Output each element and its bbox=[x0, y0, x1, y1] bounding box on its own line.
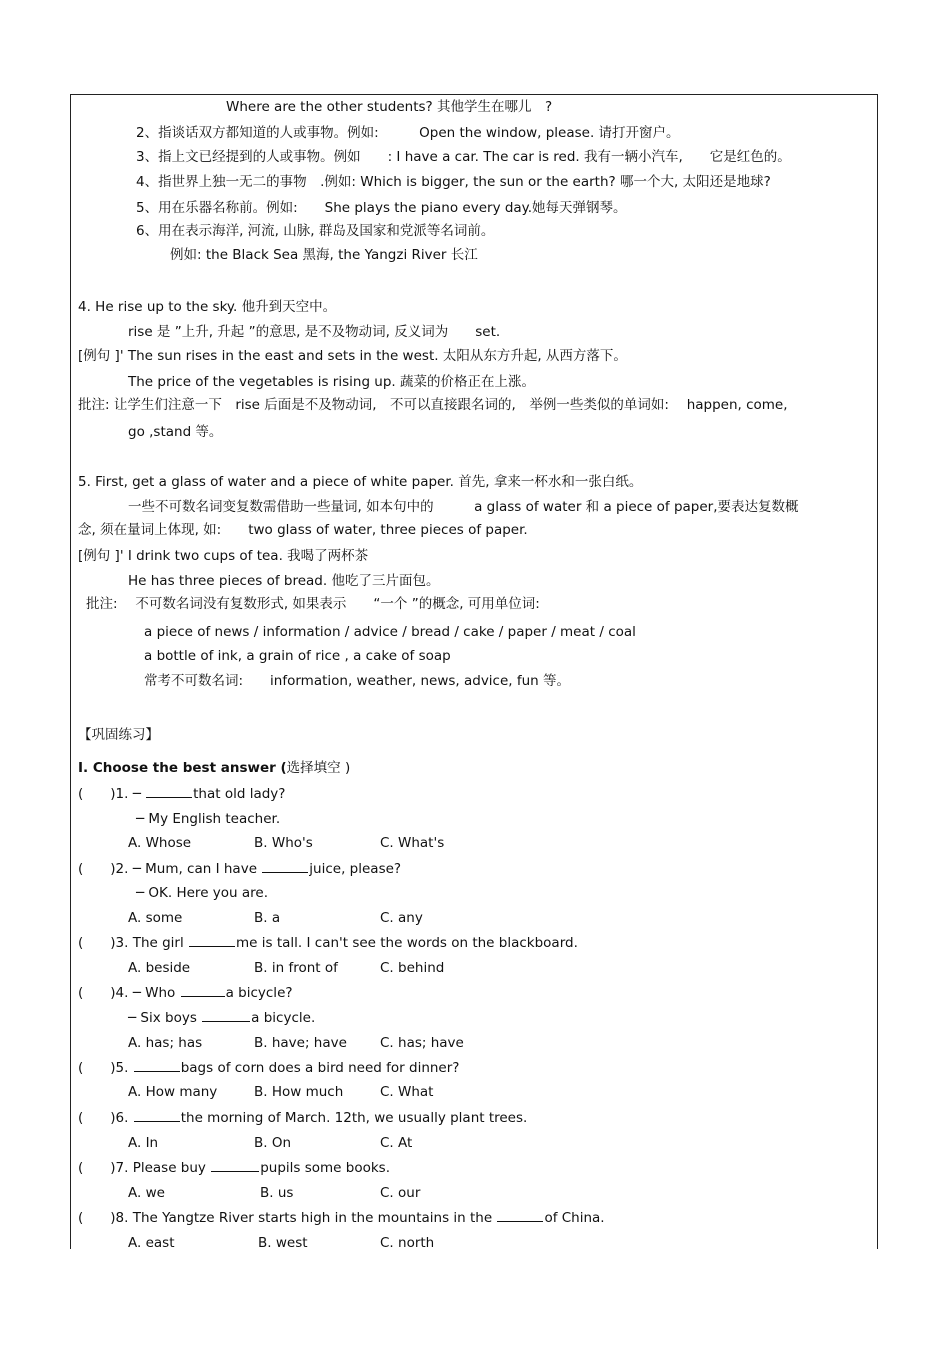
grammar-item-3: 3、指上文已经提到的人或事物。例如 : I have a car. The car is red. 我有一辆小汽车, 它是红色的。 bbox=[136, 149, 791, 165]
practice-section-title: 【巩固练习】 bbox=[78, 727, 159, 743]
question-3-option-b[interactable]: B. in front of bbox=[254, 960, 338, 976]
question-1-reply: ─ My English teacher. bbox=[136, 811, 281, 827]
question-2-option-a[interactable]: A. some bbox=[128, 910, 183, 926]
question-8-option-c[interactable]: C. north bbox=[380, 1235, 435, 1251]
question-2: ( )2. ─ Mum, can I have juice, please? bbox=[78, 861, 402, 877]
question-4-option-b[interactable]: B. have; have bbox=[254, 1035, 347, 1051]
question-8-option-b[interactable]: B. west bbox=[258, 1235, 308, 1251]
question-6-option-c[interactable]: C. At bbox=[380, 1135, 413, 1151]
answer-blank[interactable] bbox=[134, 1110, 180, 1122]
question-8-option-a[interactable]: A. east bbox=[128, 1235, 175, 1251]
question-1: ( )1. ─ that old lady? bbox=[78, 786, 286, 802]
question-3-option-c[interactable]: C. behind bbox=[380, 960, 445, 976]
practice-part-title: I. Choose the best answer (选择填空 ) bbox=[78, 760, 351, 776]
grammar-item-6-example: 例如: the Black Sea 黑海, the Yangzi River 长江 bbox=[170, 247, 478, 263]
point4-note-1: 批注: 让学生们注意一下 rise 后面是不及物动词, 不可以直接跟名词的, 举例一些类似的单词如: happen, come, bbox=[78, 397, 788, 413]
point5-example-2: He has three pieces of bread. 他吃了三片面包。 bbox=[128, 573, 440, 589]
question-1-option-c[interactable]: C. What's bbox=[380, 835, 445, 851]
question-7-option-b[interactable]: B. us bbox=[260, 1185, 294, 1201]
point5-units-1: a piece of news / information / advice / bread / cake / paper / meat / coal bbox=[144, 624, 636, 640]
point4-heading: 4. He rise up to the sky. 他升到天空中。 bbox=[78, 299, 337, 315]
grammar-item-4: 4、指世界上独一无二的事物 .例如: Which is bigger, the sun or the earth? 哪一个大, 太阳还是地球? bbox=[136, 174, 771, 190]
question-5: ( )5. bags of corn does a bird need for dinner? bbox=[78, 1060, 460, 1076]
answer-blank[interactable] bbox=[189, 935, 235, 947]
question-4-option-c[interactable]: C. has; have bbox=[380, 1035, 464, 1051]
question-2-option-b[interactable]: B. a bbox=[254, 910, 281, 926]
answer-blank[interactable] bbox=[181, 985, 225, 997]
question-3-option-a[interactable]: A. beside bbox=[128, 960, 191, 976]
point4-explain: rise 是 ”上升, 升起 ”的意思, 是不及物动词, 反义词为 set. bbox=[128, 324, 501, 340]
question-5-option-b[interactable]: B. How much bbox=[254, 1084, 344, 1100]
answer-blank[interactable] bbox=[146, 786, 192, 798]
answer-blank[interactable] bbox=[202, 1010, 250, 1022]
question-3: ( )3. The girl me is tall. I can't see the words on the blackboard. bbox=[78, 935, 578, 951]
grammar-item-5: 5、用在乐器名称前。例如: She plays the piano every day.她每天弹钢琴。 bbox=[136, 200, 627, 216]
point4-note-2: go ,stand 等。 bbox=[128, 424, 223, 440]
point5-explain-1: 一些不可数名词变复数需借助一些量词, 如本句中的 a glass of water 和 a piece of paper,要表达复数概 bbox=[128, 499, 799, 515]
question-8: ( )8. The Yangtze River starts high in the mountains in the of China. bbox=[78, 1210, 605, 1226]
question-7-option-c[interactable]: C. our bbox=[380, 1185, 421, 1201]
question-6-option-a[interactable]: A. In bbox=[128, 1135, 159, 1151]
point5-example-1: [例句 ]' I drink two cups of tea. 我喝了两杯茶 bbox=[78, 548, 369, 564]
question-7: ( )7. Please buy pupils some books. bbox=[78, 1160, 391, 1176]
question-7-option-a[interactable]: A. we bbox=[128, 1185, 165, 1201]
point4-example-2: The price of the vegetables is rising up. 蔬菜的价格正在上涨。 bbox=[128, 374, 536, 390]
question-4-option-a[interactable]: A. has; has bbox=[128, 1035, 203, 1051]
question-4: ( )4. ─ Who a bicycle? bbox=[78, 985, 293, 1001]
point5-explain-2: 念, 须在量词上体现, 如: two glass of water, three pieces of paper. bbox=[78, 522, 528, 538]
question-5-option-c[interactable]: C. What bbox=[380, 1084, 434, 1100]
question-2-reply: ─ OK. Here you are. bbox=[136, 885, 269, 901]
point5-units-2: a bottle of ink, a grain of rice , a cake of soap bbox=[144, 648, 451, 664]
question-5-option-a[interactable]: A. How many bbox=[128, 1084, 218, 1100]
question-1-option-b[interactable]: B. Who's bbox=[254, 835, 313, 851]
question-2-option-c[interactable]: C. any bbox=[380, 910, 423, 926]
grammar-item-6: 6、用在表示海洋, 河流, 山脉, 群岛及国家和党派等名词前。 bbox=[136, 223, 495, 239]
answer-blank[interactable] bbox=[211, 1160, 259, 1172]
grammar-item-2: 2、指谈话双方都知道的人或事物。例如: Open the window, please. 请打开窗户。 bbox=[136, 125, 680, 141]
question-4-reply: ─ Six boys a bicycle. bbox=[128, 1010, 316, 1026]
answer-blank[interactable] bbox=[262, 861, 308, 873]
grammar-line-1: Where are the other students? 其他学生在哪儿 ? bbox=[226, 99, 553, 115]
question-6: ( )6. the morning of March. 12th, we usually plant trees. bbox=[78, 1110, 528, 1126]
point5-note: 批注: 不可数名词没有复数形式, 如果表示 “一个 ”的概念, 可用单位词: bbox=[86, 596, 540, 612]
answer-blank[interactable] bbox=[134, 1060, 180, 1072]
question-1-option-a[interactable]: A. Whose bbox=[128, 835, 192, 851]
question-6-option-b[interactable]: B. On bbox=[254, 1135, 292, 1151]
point4-example-1: [例句 ]' The sun rises in the east and sets in the west. 太阳从东方升起, 从西方落下。 bbox=[78, 348, 627, 364]
answer-blank[interactable] bbox=[497, 1210, 543, 1222]
point5-common: 常考不可数名词: information, weather, news, advice, fun 等。 bbox=[144, 673, 571, 689]
point5-heading: 5. First, get a glass of water and a piece of white paper. 首先, 拿来一杯水和一张白纸。 bbox=[78, 474, 643, 490]
